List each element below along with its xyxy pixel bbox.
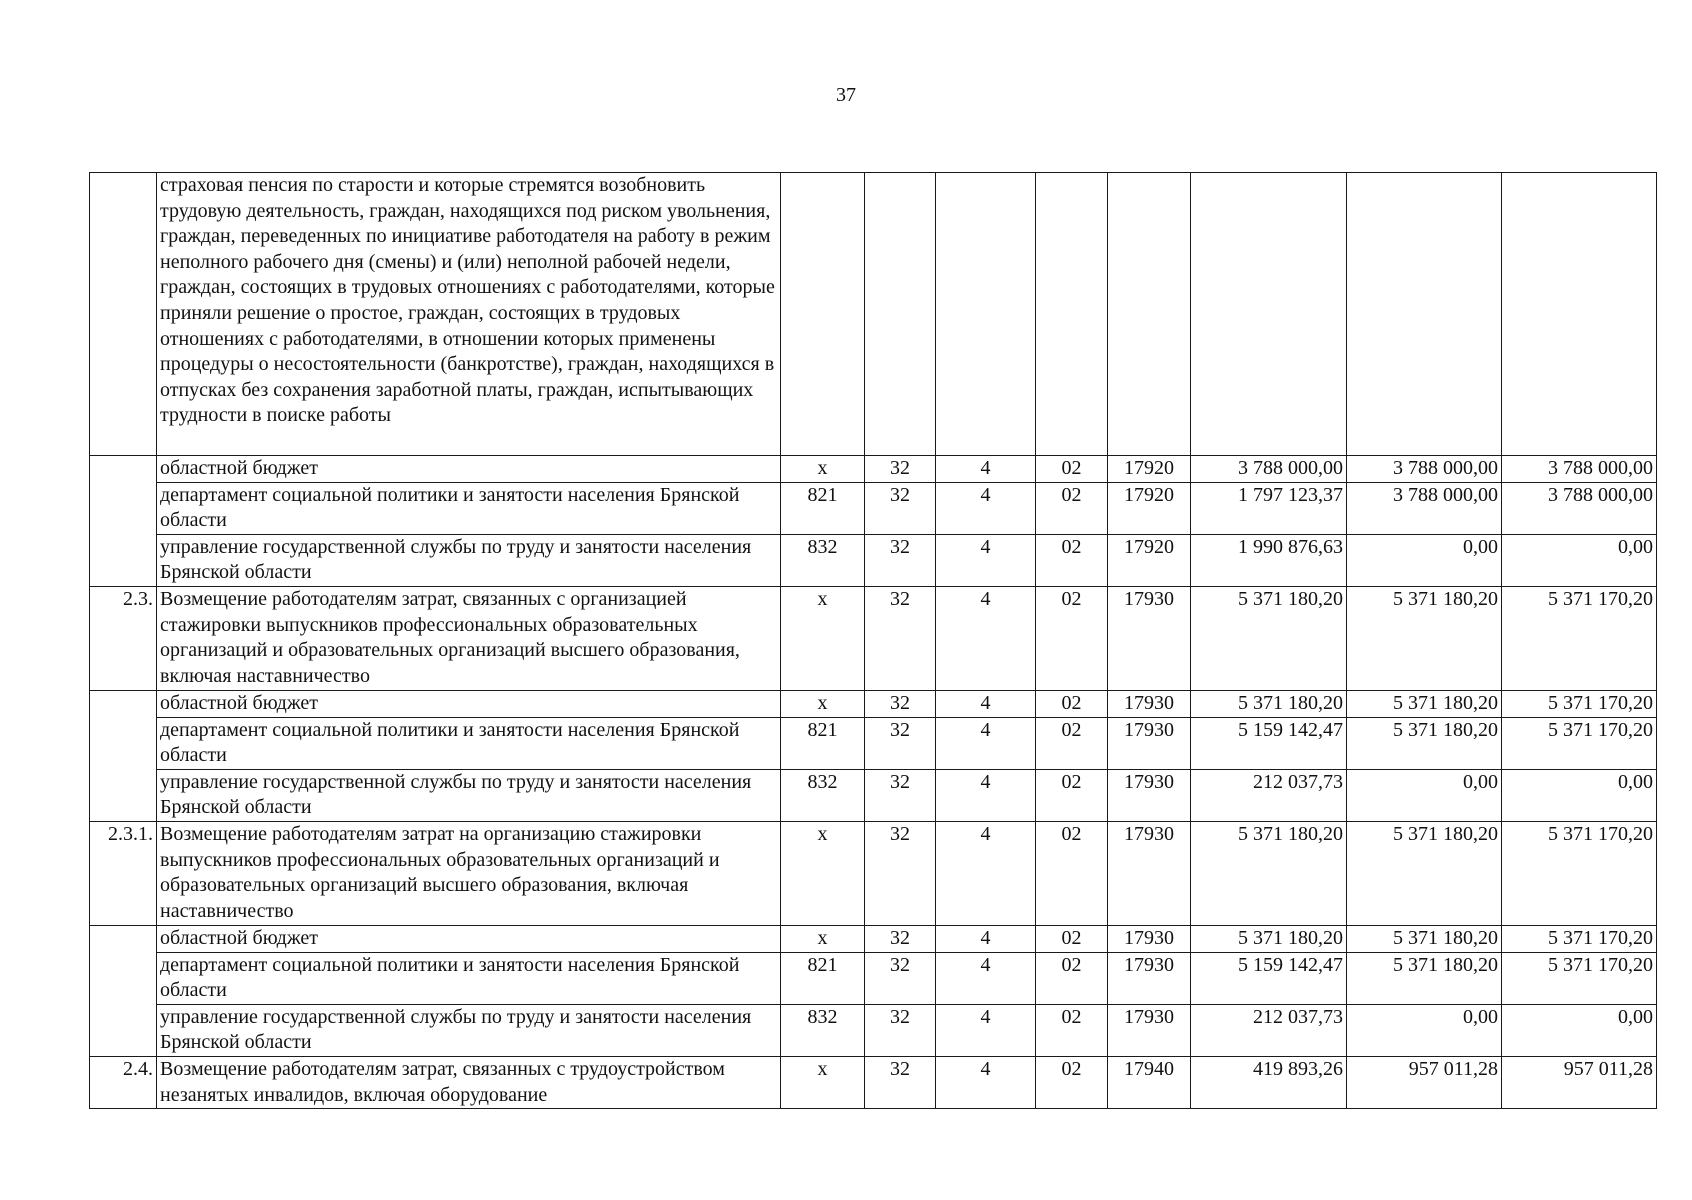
direction-cell: 17920 [1108,456,1191,483]
amount-year2-cell: 5 371 180,20 [1347,952,1502,1004]
amount-year1-cell: 212 037,73 [1191,769,1347,821]
amount-year2-cell: 5 371 180,20 [1347,821,1502,925]
amount-year2-cell: 3 788 000,00 [1347,456,1502,483]
table-row [90,1056,1657,1108]
main-event-cell: 02 [1036,769,1108,821]
program-cell: 32 [865,925,936,952]
row-number-cell: 2.4. [90,1056,157,1108]
program-cell: 32 [865,821,936,925]
row-number-cell [90,173,157,456]
subprogram-cell: 4 [936,1056,1036,1108]
program-cell: 32 [865,534,936,586]
main-event-cell: 02 [1036,952,1108,1004]
amount-year3-cell: 957 011,28 [1502,1056,1657,1108]
grbs-cell: х [781,821,865,925]
table-row [90,456,1657,483]
row-number-cell [90,456,157,587]
amount-year3-cell: 0,00 [1502,1004,1657,1056]
row-name-cell: Возмещение работодателям затрат, связанных с трудоустройством незанятых инвалидов, включая оборудование [157,1056,781,1108]
grbs-cell: 821 [781,482,865,534]
row-name-cell: департамент социальной политики и занятости населения Брянской области [157,717,781,769]
table-row [90,482,1657,534]
program-cell: 32 [865,717,936,769]
amount-year3-cell: 0,00 [1502,769,1657,821]
amount-year2-cell: 0,00 [1347,1004,1502,1056]
main-event-cell: 02 [1036,717,1108,769]
table-row [90,534,1657,586]
program-cell: 32 [865,952,936,1004]
row-name-cell: департамент социальной политики и занятости населения Брянской области [157,482,781,534]
amount-year1-cell: 212 037,73 [1191,1004,1347,1056]
row-name-cell: областной бюджет [157,690,781,717]
amount-year2-cell: 5 371 180,20 [1347,690,1502,717]
main-event-cell: 02 [1036,1056,1108,1108]
grbs-cell: х [781,586,865,690]
amount-year3-cell: 3 788 000,00 [1502,482,1657,534]
subprogram-cell: 4 [936,690,1036,717]
table-row [90,769,1657,821]
row-name-cell: областной бюджет [157,925,781,952]
amount-year1-cell: 5 371 180,20 [1191,586,1347,690]
amount-year2-cell [1347,173,1502,456]
direction-cell: 17930 [1108,1004,1191,1056]
table-row [90,690,1657,717]
subprogram-cell [936,173,1036,456]
subprogram-cell: 4 [936,717,1036,769]
grbs-cell: х [781,456,865,483]
direction-cell: 17930 [1108,925,1191,952]
amount-year2-cell: 5 371 180,20 [1347,925,1502,952]
subprogram-cell: 4 [936,925,1036,952]
direction-cell: 17930 [1108,769,1191,821]
table-row [90,925,1657,952]
subprogram-cell: 4 [936,456,1036,483]
grbs-cell [781,173,865,456]
direction-cell: 17920 [1108,534,1191,586]
amount-year3-cell: 5 371 170,20 [1502,690,1657,717]
row-name-cell: управление государственной службы по труду и занятости населения Брянской области [157,1004,781,1056]
amount-year3-cell: 3 788 000,00 [1502,456,1657,483]
program-cell: 32 [865,769,936,821]
subprogram-cell: 4 [936,952,1036,1004]
program-cell: 32 [865,690,936,717]
subprogram-cell: 4 [936,1004,1036,1056]
grbs-cell: х [781,1056,865,1108]
row-name-cell: Возмещение работодателям затрат на организацию стажировки выпускников профессиональных образовательных организаций и образовательных организаций высшего образования, включая наставничество [157,821,781,925]
program-cell: 32 [865,456,936,483]
direction-cell: 17930 [1108,821,1191,925]
budget-table [89,172,1657,1109]
table-row [90,717,1657,769]
subprogram-cell: 4 [936,534,1036,586]
row-name-cell: страховая пенсия по старости и которые стремятся возобновить трудовую деятельность, граждан, находящихся под риском увольнения, граждан, переведенных по инициативе работодателя на работу в режим неполного рабочего дня (смены) и (или) неполной рабочей недели, граждан, состоящих в трудовых отношениях с работодателями, которые приняли решение о простое, граждан, состоящих в трудовых отношениях с работодателями, в отношении которых применены процедуры о несостоятельности (банкротстве), граждан, находящихся в отпусках без сохранения заработной платы, граждан, испытывающих трудности в поиске работы [157,173,781,456]
direction-cell: 17920 [1108,482,1191,534]
subprogram-cell: 4 [936,769,1036,821]
grbs-cell: 821 [781,952,865,1004]
row-name-cell: управление государственной службы по труду и занятости населения Брянской области [157,769,781,821]
table-row [90,173,1657,456]
table-row [90,586,1657,690]
direction-cell: 17930 [1108,690,1191,717]
direction-cell: 17930 [1108,717,1191,769]
amount-year3-cell: 0,00 [1502,534,1657,586]
subprogram-cell: 4 [936,586,1036,690]
amount-year1-cell: 5 159 142,47 [1191,717,1347,769]
main-event-cell: 02 [1036,821,1108,925]
row-name-cell: департамент социальной политики и занятости населения Брянской области [157,952,781,1004]
program-cell [865,173,936,456]
program-cell: 32 [865,1004,936,1056]
amount-year2-cell: 0,00 [1347,769,1502,821]
grbs-cell: 832 [781,534,865,586]
grbs-cell: х [781,690,865,717]
row-number-cell: 2.3.1. [90,821,157,925]
amount-year3-cell: 5 371 170,20 [1502,952,1657,1004]
grbs-cell: 832 [781,1004,865,1056]
amount-year1-cell: 419 893,26 [1191,1056,1347,1108]
amount-year3-cell [1502,173,1657,456]
amount-year3-cell: 5 371 170,20 [1502,821,1657,925]
amount-year1-cell: 1 797 123,37 [1191,482,1347,534]
main-event-cell: 02 [1036,482,1108,534]
amount-year1-cell: 5 371 180,20 [1191,690,1347,717]
amount-year3-cell: 5 371 170,20 [1502,717,1657,769]
main-event-cell: 02 [1036,1004,1108,1056]
direction-cell: 17930 [1108,586,1191,690]
main-event-cell: 02 [1036,690,1108,717]
subprogram-cell: 4 [936,482,1036,534]
main-event-cell: 02 [1036,534,1108,586]
amount-year1-cell: 5 159 142,47 [1191,952,1347,1004]
amount-year1-cell: 3 788 000,00 [1191,456,1347,483]
row-number-cell: 2.3. [90,586,157,690]
page-number: 37 [836,84,856,106]
amount-year2-cell: 3 788 000,00 [1347,482,1502,534]
amount-year2-cell: 5 371 180,20 [1347,717,1502,769]
grbs-cell: х [781,925,865,952]
row-name-cell: управление государственной службы по труду и занятости населения Брянской области [157,534,781,586]
amount-year3-cell: 5 371 170,20 [1502,586,1657,690]
amount-year1-cell [1191,173,1347,456]
row-number-cell [90,690,157,821]
table-row [90,1004,1657,1056]
subprogram-cell: 4 [936,821,1036,925]
row-name-cell: Возмещение работодателям затрат, связанных с организацией стажировки выпускников профессиональных образовательных организаций и образовательных организаций высшего образования, включая наставничество [157,586,781,690]
amount-year1-cell: 1 990 876,63 [1191,534,1347,586]
amount-year2-cell: 0,00 [1347,534,1502,586]
amount-year3-cell: 5 371 170,20 [1502,925,1657,952]
table-row [90,952,1657,1004]
row-number-cell [90,925,157,1056]
amount-year2-cell: 5 371 180,20 [1347,586,1502,690]
program-cell: 32 [865,586,936,690]
main-event-cell [1036,173,1108,456]
main-event-cell: 02 [1036,925,1108,952]
row-name-cell: областной бюджет [157,456,781,483]
grbs-cell: 821 [781,717,865,769]
direction-cell: 17940 [1108,1056,1191,1108]
program-cell: 32 [865,482,936,534]
direction-cell [1108,173,1191,456]
grbs-cell: 832 [781,769,865,821]
amount-year1-cell: 5 371 180,20 [1191,925,1347,952]
amount-year1-cell: 5 371 180,20 [1191,821,1347,925]
amount-year2-cell: 957 011,28 [1347,1056,1502,1108]
direction-cell: 17930 [1108,952,1191,1004]
program-cell: 32 [865,1056,936,1108]
table-row [90,821,1657,925]
main-event-cell: 02 [1036,586,1108,690]
main-event-cell: 02 [1036,456,1108,483]
